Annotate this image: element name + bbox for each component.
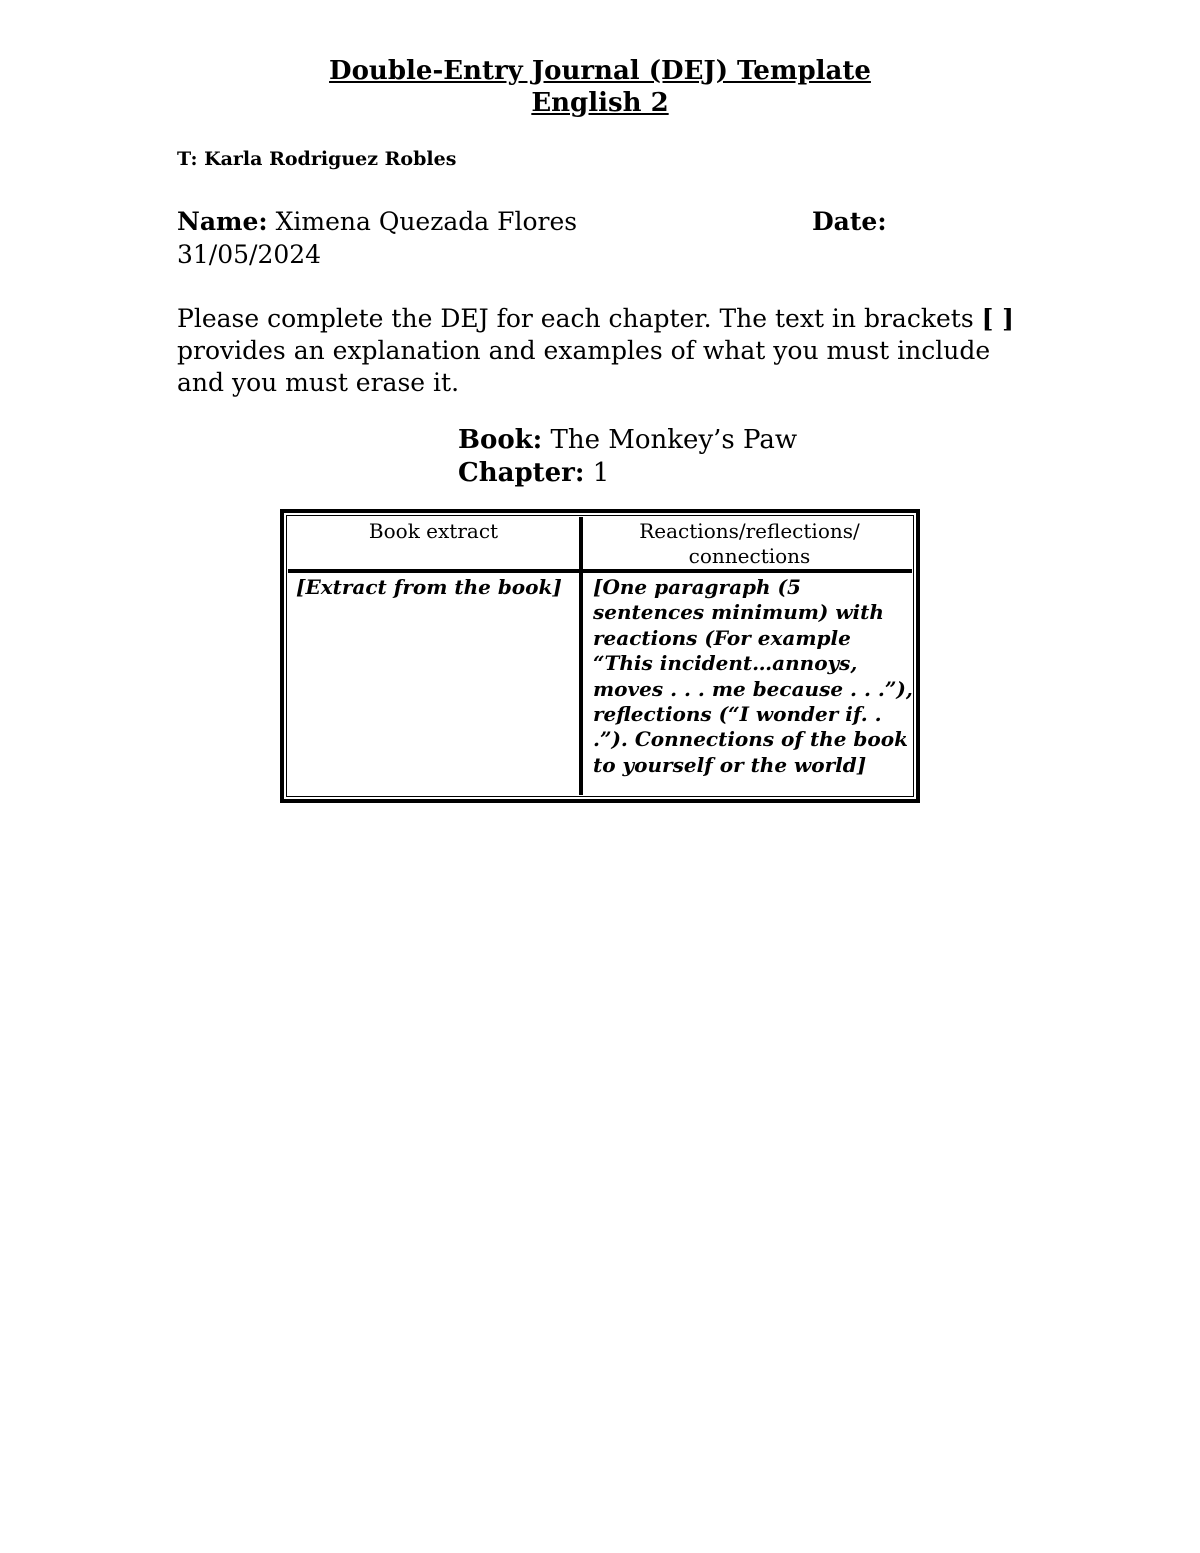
name-value: Ximena Quezada Flores — [267, 207, 578, 236]
name-line — [177, 205, 1077, 238]
cell-book-extract[interactable]: [Extract from the book] — [296, 575, 562, 599]
chapter-label: Chapter: — [458, 458, 585, 488]
date-label: Date: — [812, 207, 887, 236]
book-value: The Monkey’s Paw — [542, 425, 798, 455]
header-book-extract: Book extract — [368, 519, 499, 543]
dej-table — [280, 509, 920, 803]
instructions-brackets: [ ] — [981, 304, 1014, 333]
document-title: Double-Entry Journal (DEJ) Template — [329, 56, 871, 86]
cell-reactions[interactable]: [One paragraph (5 sentences minimum) with reactions (For example “This incident…annoys, moves . . . me because . . .”), reflections (“I wonder if. . .”). Connections of the book to yourself or the world] — [593, 575, 913, 777]
instructions-paragraph — [177, 303, 1017, 399]
book-label: Book: — [458, 425, 543, 455]
instructions-text-1: Please complete the DEJ for each chapter. The text in brackets — [177, 304, 982, 333]
instructions-text-2: provides an explanation and examples of what you must include and you must erase it. — [177, 336, 991, 397]
chapter-value: 1 — [584, 458, 610, 488]
document-subtitle: English 2 — [531, 88, 669, 118]
header-reactions: Reactions/reflections/ connections — [639, 519, 860, 568]
book-line — [458, 424, 797, 456]
teacher-line: T: Karla Rodriguez Robles — [177, 148, 457, 170]
date-value: 31/05/2024 — [177, 240, 322, 269]
chapter-line — [458, 457, 609, 489]
header-divider — [288, 569, 912, 573]
name-label: Name: — [177, 207, 268, 236]
